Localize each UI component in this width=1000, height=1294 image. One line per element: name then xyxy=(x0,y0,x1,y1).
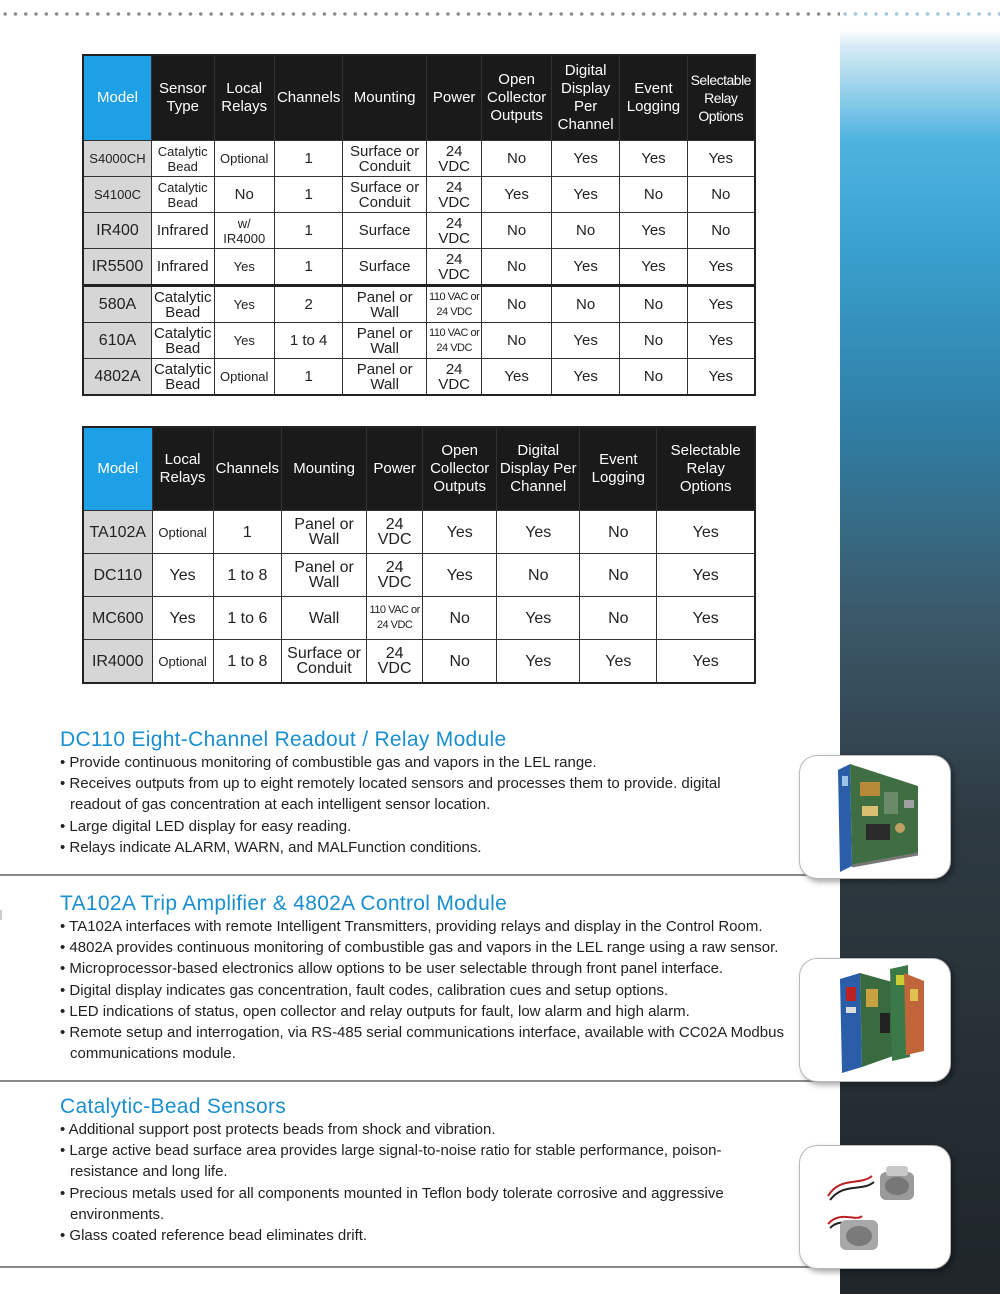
table-cell: Yes xyxy=(551,323,619,359)
table-cell: 1 xyxy=(213,511,281,554)
section-divider xyxy=(0,1080,840,1082)
table-cell: Optional xyxy=(152,511,213,554)
bullet-item: • Provide continuous monitoring of combustible gas and vapors in the LEL range. xyxy=(60,754,597,771)
model-cell: S4100C xyxy=(83,177,151,213)
table-cell: Yes xyxy=(482,177,552,213)
table-cell: Surface xyxy=(343,249,427,286)
column-header: Channels xyxy=(213,427,281,511)
table-cell: 1 to 4 xyxy=(274,323,342,359)
table-cell: 24 VDC xyxy=(426,177,481,213)
table-cell: 1 xyxy=(274,359,342,396)
column-header: Digital Display Per Channel xyxy=(497,427,580,511)
table-cell: 110 VAC or 24 VDC xyxy=(367,597,423,640)
column-header: Local Relays xyxy=(214,55,274,141)
bullet-list-catalytic-bead xyxy=(60,1119,760,1246)
section-title-ta102a: TA102A Trip Amplifier & 4802A Control Module xyxy=(60,892,508,915)
table-cell: 24 VDC xyxy=(367,554,423,597)
table-cell: Yes xyxy=(551,177,619,213)
margin-mark xyxy=(0,910,2,920)
table-cell: Yes xyxy=(687,323,755,359)
catalytic-bead-sensors-photo xyxy=(799,1145,951,1269)
table-cell: Panel or Wall xyxy=(343,323,427,359)
bullet-item: • Receives outputs from up to eight remotely located sensors and processes them to provide. digital readout of gas concentration at each intelligent sensor location. xyxy=(60,775,721,814)
table-cell: No xyxy=(482,323,552,359)
table-cell: No xyxy=(687,213,755,249)
table-header-row xyxy=(83,427,755,511)
table-cell: Yes xyxy=(551,141,619,177)
table-cell: 24 VDC xyxy=(426,213,481,249)
table-cell: 1 xyxy=(274,177,342,213)
table-cell: Yes xyxy=(551,359,619,396)
column-header: Mounting xyxy=(343,55,427,141)
table-cell: Yes xyxy=(657,511,755,554)
table-cell: Yes xyxy=(497,640,580,684)
column-header: Open Collector Outputs xyxy=(423,427,497,511)
table-cell: Catalytic Bead xyxy=(151,286,214,323)
table-cell: Yes xyxy=(551,249,619,286)
ta102a-4802a-module-photo xyxy=(799,958,951,1082)
section-title-dc110: DC110 Eight-Channel Readout / Relay Module xyxy=(60,728,507,751)
table-cell: Yes xyxy=(657,640,755,684)
decorative-sidebar xyxy=(840,0,1000,1294)
table-cell: No xyxy=(497,554,580,597)
dotted-rule xyxy=(0,11,840,17)
table-cell: Infrared xyxy=(151,213,214,249)
table-cell: Catalytic Bead xyxy=(151,177,214,213)
table-cell: Yes xyxy=(687,141,755,177)
table-row xyxy=(83,597,755,640)
table-cell: Yes xyxy=(620,141,687,177)
table-cell: 1 xyxy=(274,249,342,286)
table-cell: Yes xyxy=(152,554,213,597)
table-cell: No xyxy=(580,511,657,554)
model-cell: IR4000 xyxy=(83,640,152,684)
table-row xyxy=(83,323,755,359)
table-cell: No xyxy=(620,359,687,396)
table-cell: 2 xyxy=(274,286,342,323)
table-cell: Wall xyxy=(282,597,367,640)
column-header: Sensor Type xyxy=(151,55,214,141)
table-row xyxy=(83,511,755,554)
column-header: Model xyxy=(83,55,151,141)
table-row xyxy=(83,177,755,213)
column-header: Channels xyxy=(274,55,342,141)
table-cell: Yes xyxy=(620,249,687,286)
table-row xyxy=(83,286,755,323)
column-header: Selectable Relay Options xyxy=(687,55,755,141)
column-header: Event Logging xyxy=(580,427,657,511)
table-cell: 1 to 8 xyxy=(213,554,281,597)
table-cell: Panel or Wall xyxy=(343,286,427,323)
table-row xyxy=(83,359,755,396)
table-cell: 1 xyxy=(274,213,342,249)
bullet-item: • Precious metals used for all components mounted in Teflon body tolerate corrosive and aggressive environments. xyxy=(60,1184,724,1223)
table-cell: Yes xyxy=(423,554,497,597)
table-cell: Yes xyxy=(657,597,755,640)
dc110-module-photo xyxy=(799,755,951,879)
bullet-list-ta102a xyxy=(60,916,800,1064)
bullet-item: • LED indications of status, open collector and relay outputs for fault, low alarm and high alarm. xyxy=(60,1002,690,1020)
table-cell: Yes xyxy=(497,511,580,554)
bullet-item: • Large active bead surface area provides large signal-to-noise ratio for stable performance, poison-resistance and long life. xyxy=(60,1142,722,1181)
bullet-item: • Relays indicate ALARM, WARN, and MALFunction conditions. xyxy=(60,838,482,856)
table-cell: Panel or Wall xyxy=(282,511,367,554)
table-cell: No xyxy=(551,213,619,249)
column-header: Power xyxy=(367,427,423,511)
table-cell: 24 VDC xyxy=(367,511,423,554)
table-cell: No xyxy=(482,213,552,249)
table-cell: 1 xyxy=(274,141,342,177)
column-header: Power xyxy=(426,55,481,141)
table-cell: Surface or Conduit xyxy=(343,141,427,177)
table-cell: Panel or Wall xyxy=(282,554,367,597)
controller-comparison-table xyxy=(82,426,756,684)
column-header: Open Collector Outputs xyxy=(482,55,552,141)
detector-comparison-table xyxy=(82,54,756,396)
table-row xyxy=(83,249,755,286)
table-cell: 24 VDC xyxy=(426,141,481,177)
table-cell: Yes xyxy=(620,213,687,249)
table-cell: 110 VAC or 24 VDC xyxy=(426,323,481,359)
model-cell: IR400 xyxy=(83,213,151,249)
table-cell: Yes xyxy=(687,249,755,286)
bullet-item: • Digital display indicates gas concentration, fault codes, calibration cues and setup options. xyxy=(60,981,669,999)
table-row xyxy=(83,640,755,684)
table-cell: Yes xyxy=(687,286,755,323)
table-cell: Yes xyxy=(687,359,755,396)
table-cell: No xyxy=(214,177,274,213)
model-cell: MC600 xyxy=(83,597,152,640)
table-row xyxy=(83,554,755,597)
table-cell: 1 to 6 xyxy=(213,597,281,640)
table-cell: Yes xyxy=(214,286,274,323)
table-cell: Surface xyxy=(343,213,427,249)
bullet-item: • TA102A interfaces with remote Intelligent Transmitters, providing relays and display in the Control Room. xyxy=(60,918,763,935)
table-cell: Yes xyxy=(214,249,274,286)
bullet-item: • Glass coated reference bead eliminates drift. xyxy=(60,1227,368,1245)
column-header: Event Logging xyxy=(620,55,687,141)
table-cell: Catalytic Bead xyxy=(151,323,214,359)
table-cell: No xyxy=(580,554,657,597)
bullet-item: • Remote setup and interrogation, via RS-485 serial communications interface, available with CC02A Modbus communications module. xyxy=(60,1024,784,1063)
column-header: Digital Display Per Channel xyxy=(551,55,619,141)
table-cell: Optional xyxy=(152,640,213,684)
model-cell: 4802A xyxy=(83,359,151,396)
table-cell: Catalytic Bead xyxy=(151,141,214,177)
table-cell: 24 VDC xyxy=(426,359,481,396)
table-cell: No xyxy=(482,249,552,286)
table-cell: Panel or Wall xyxy=(343,359,427,396)
table-cell: No xyxy=(620,286,687,323)
bullet-item: • Microprocessor-based electronics allow options to be user selectable through front panel interface. xyxy=(60,960,724,978)
table-cell: Optional xyxy=(214,141,274,177)
model-cell: DC110 xyxy=(83,554,152,597)
dotted-rule-right xyxy=(840,11,1000,17)
table-cell: Yes xyxy=(657,554,755,597)
column-header: Local Relays xyxy=(152,427,213,511)
table-cell: w/ IR4000 xyxy=(214,213,274,249)
section-divider xyxy=(0,874,840,876)
section-divider xyxy=(0,1266,840,1268)
table-cell: Yes xyxy=(214,323,274,359)
table-cell: Infrared xyxy=(151,249,214,286)
bullet-item: • 4802A provides continuous monitoring of combustible gas and vapors in the LEL range using a raw sensor. xyxy=(60,939,779,957)
table-cell: Yes xyxy=(580,640,657,684)
table-cell: 110 VAC or 24 VDC xyxy=(426,286,481,323)
column-header: Selectable Relay Options xyxy=(657,427,755,511)
table-cell: Optional xyxy=(214,359,274,396)
table-cell: No xyxy=(482,286,552,323)
section-title-catalytic-bead: Catalytic-Bead Sensors xyxy=(60,1095,287,1118)
column-header: Model xyxy=(83,427,152,511)
table-cell: No xyxy=(423,597,497,640)
table-cell: Yes xyxy=(497,597,580,640)
table-cell: No xyxy=(423,640,497,684)
table-cell: No xyxy=(620,323,687,359)
bullet-list-dc110 xyxy=(60,752,760,858)
model-cell: S4000CH xyxy=(83,141,151,177)
table-cell: Yes xyxy=(482,359,552,396)
model-cell: TA102A xyxy=(83,511,152,554)
model-cell: IR5500 xyxy=(83,249,151,286)
table-cell: Yes xyxy=(152,597,213,640)
table-cell: 24 VDC xyxy=(367,640,423,684)
table-cell: 24 VDC xyxy=(426,249,481,286)
table-cell: Surface or Conduit xyxy=(343,177,427,213)
bullet-item: • Additional support post protects beads from shock and vibration. xyxy=(60,1121,496,1138)
model-cell: 610A xyxy=(83,323,151,359)
table-cell: No xyxy=(580,597,657,640)
table-cell: Yes xyxy=(423,511,497,554)
model-cell: 580A xyxy=(83,286,151,323)
table-cell: No xyxy=(551,286,619,323)
table-cell: No xyxy=(620,177,687,213)
column-header: Mounting xyxy=(282,427,367,511)
table-cell: Catalytic Bead xyxy=(151,359,214,396)
table-cell: 1 to 8 xyxy=(213,640,281,684)
table-row xyxy=(83,141,755,177)
table-row xyxy=(83,213,755,249)
table-cell: No xyxy=(687,177,755,213)
bullet-item: • Large digital LED display for easy reading. xyxy=(60,817,352,835)
table-cell: No xyxy=(482,141,552,177)
table-header-row xyxy=(83,55,755,141)
table-cell: Surface or Conduit xyxy=(282,640,367,684)
